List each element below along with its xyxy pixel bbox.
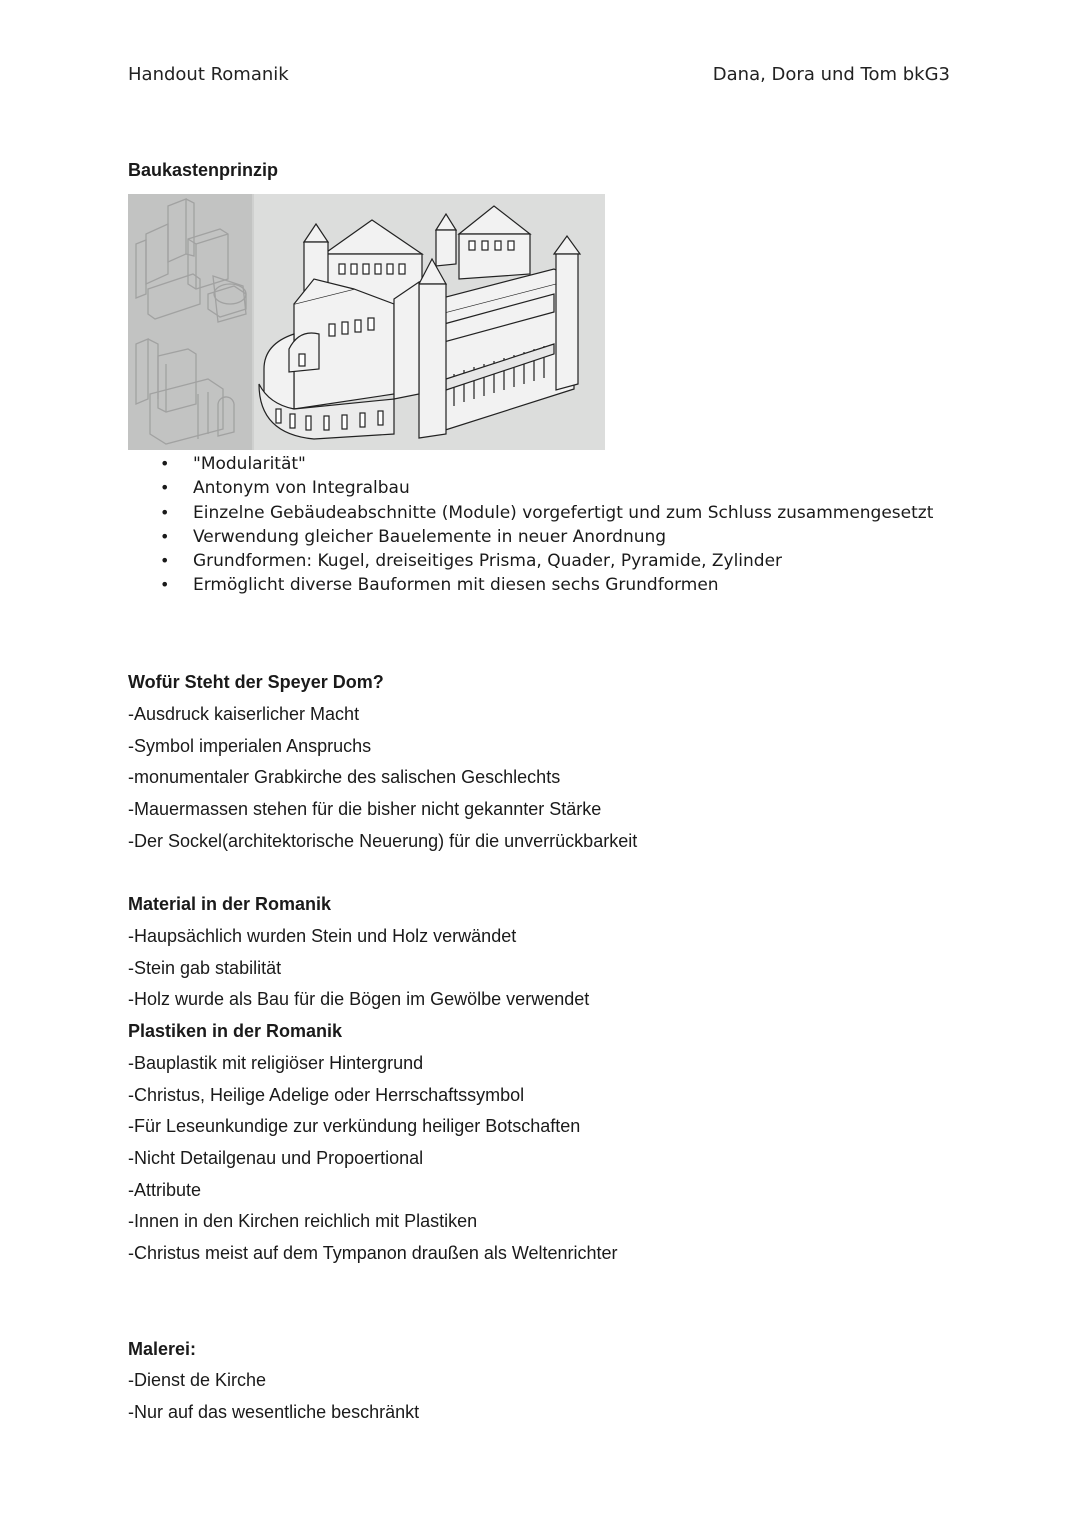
baukasten-heading: Baukastenprinzip (128, 160, 279, 180)
material-line: -Holz wurde als Bau für die Bögen im Gewölbe verwendet (128, 989, 590, 1009)
plastiken-line: -Innen in den Kirchen reichlich mit Plastiken (128, 1211, 478, 1231)
malerei-line: -Nur auf das wesentliche beschränkt (128, 1402, 420, 1422)
bullet-item: • Einzelne Gebäudeabschnitte (Module) vorgefertigt und zum Schluss zusammengesetzt (160, 501, 933, 525)
header-title: Handout Romanik (128, 64, 289, 85)
building-blocks-sketch (128, 194, 252, 450)
baukasten-bullet-list (160, 452, 933, 598)
material-line: -Haupsächlich wurden Stein und Holz verwändet (128, 926, 517, 946)
speyer-heading: Wofür Steht der Speyer Dom? (128, 672, 384, 692)
speyer-line: -Mauermassen stehen für die bisher nicht gekannter Stärke (128, 799, 602, 819)
bullet-item: • Grundformen: Kugel, dreiseitiges Prisma, Quader, Pyramide, Zylinder (160, 549, 933, 573)
plastiken-line: -Christus, Heilige Adelige oder Herrschaftssymbol (128, 1085, 525, 1105)
malerei-heading: Malerei: (128, 1339, 197, 1359)
plastiken-line: -Bauplastik mit religiöser Hintergrund (128, 1053, 424, 1073)
speyer-line: -Der Sockel(architektorische Neuerung) für die unverrückbarkeit (128, 831, 638, 851)
speyer-line: -Ausdruck kaiserlicher Macht (128, 704, 360, 724)
plastiken-line: -Christus meist auf dem Tympanon draußen als Weltenrichter (128, 1243, 618, 1263)
malerei-line: -Dienst de Kirche (128, 1370, 267, 1390)
plastiken-heading: Plastiken in der Romanik (128, 1021, 343, 1041)
header-authors: Dana, Dora und Tom bkG3 (712, 64, 950, 85)
plastiken-line: -Für Leseunkundige zur verkündung heiliger Botschaften (128, 1116, 581, 1136)
cathedral-modular-drawing (128, 194, 605, 450)
cathedral-line-drawing (254, 194, 605, 450)
speyer-line: -monumentaler Grabkirche des salischen Geschlechts (128, 767, 561, 787)
speyer-line: -Symbol imperialen Anspruchs (128, 736, 372, 756)
bullet-item: • "Modularität" (160, 452, 933, 476)
plastiken-line: -Attribute (128, 1180, 202, 1200)
bullet-item: • Antonym von Integralbau (160, 476, 933, 500)
bullet-item: • Verwendung gleicher Bauelemente in neuer Anordnung (160, 525, 933, 549)
plastiken-line: -Nicht Detailgenau und Propoertional (128, 1148, 424, 1168)
bullet-item: • Ermöglicht diverse Bauformen mit diesen sechs Grundformen (160, 573, 933, 597)
material-heading: Material in der Romanik (128, 894, 332, 914)
material-line: -Stein gab stabilität (128, 958, 282, 978)
